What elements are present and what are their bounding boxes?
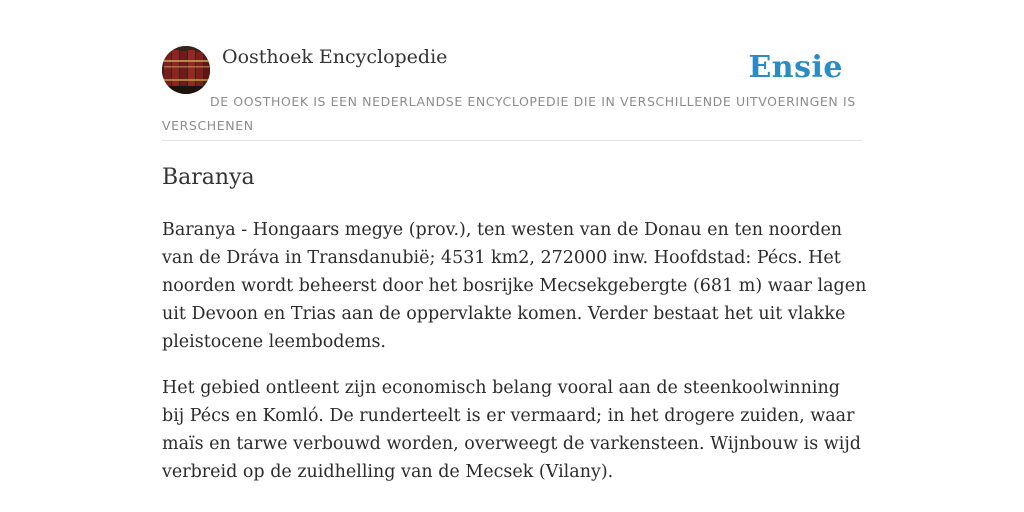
site-header <box>162 46 862 141</box>
encyclopedia-books-icon[interactable] <box>162 46 210 94</box>
ensie-logo-link[interactable]: Ensie <box>748 50 843 85</box>
site-description: DE OOSTHOEK IS EEN NEDERLANDSE ENCYCLOPEDIE DIE IN VERSCHILLENDE UITVOERINGEN IS VERSCHENEN <box>162 94 856 133</box>
article-paragraph: Het gebied ontleent zijn economisch belang vooral aan de steenkoolwinning bij Pécs en Komló. De runderteelt is er vermaard; in het drogere zuiden, waar maïs en tarwe verbouwd worden, overweegt de varkensteen. Wijnbouw is wijd verbreid op de zuidhelling van de Mecsek (Vilany). <box>162 378 861 482</box>
site-title[interactable]: Oosthoek Encyclopedie <box>222 46 448 68</box>
article-title: Baranya <box>162 165 255 190</box>
article <box>162 162 867 486</box>
article-paragraph: Baranya - Hongaars megye (prov.), ten westen van de Donau en ten noorden van de Dráva in Transdanubië; 4531 km2, 272000 inw. Hoofdstad: Pécs. Het noorden wordt beheerst door het bosrijke Mecsekgebergte (681 m) waar lagen uit Devoon en Trias aan de oppervlakte komen. Verder bestaat het uit vlakke pleistocene leembodems. <box>162 220 867 352</box>
